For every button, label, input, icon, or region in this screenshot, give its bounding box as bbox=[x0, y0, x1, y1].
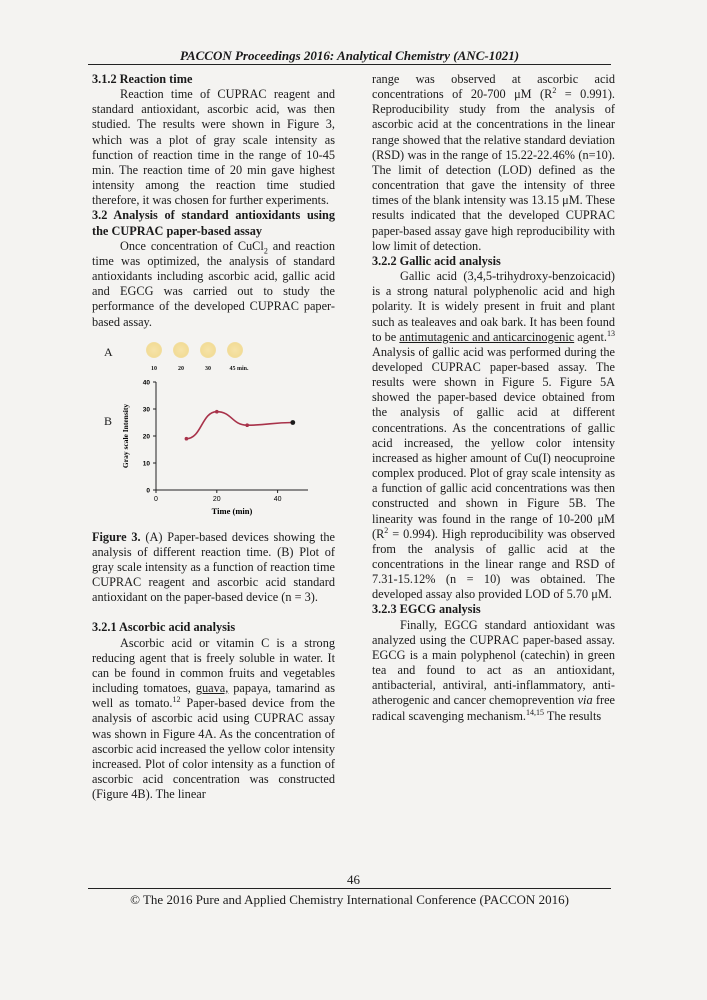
paper-spot bbox=[200, 342, 216, 358]
spot-label: 30 bbox=[205, 365, 211, 372]
footer-rule bbox=[88, 888, 611, 889]
text: range was observed at ascorbic acid concentrations of 20-700 μM (R bbox=[372, 72, 615, 102]
x-axis-title: Time (min) bbox=[211, 505, 253, 516]
section-3-2-1-body bbox=[92, 636, 335, 803]
right-column bbox=[372, 72, 615, 724]
figure-label-b: B bbox=[104, 413, 113, 428]
page-number: 46 bbox=[347, 872, 360, 887]
italic-text: via bbox=[577, 693, 593, 708]
text: Finally, EGCG standard antioxidant was analyzed using the CUPRAC paper-based assay. EGCG is a main polyphenol (catechin) in green tea and found to act as an antioxidant, antibacterial, antiviral, anti-inflammatory, anti-atherogenic and cancer chemoprevention bbox=[372, 617, 615, 708]
section-3-2-2-title: 3.2.2 Gallic acid analysis bbox=[372, 253, 501, 268]
running-header: PACCON Proceedings 2016: Analytical Chemistry (ANC-1021) bbox=[179, 48, 520, 63]
footer: © The 2016 Pure and Applied Chemistry International Conference (PACCON 2016) bbox=[130, 892, 569, 907]
text: Analysis of gallic acid was performed during the developed CUPRAC paper-based assay. The results were shown in Figure 5. Figure 5A showed the paper-based device obtained from the analysis of gallic acid at different concentrations. As the concentrations of gallic acid increased, the yellow color intensity increased as higher amount of Cu(I) neocuproine complex produced. Plot of gray scale intensity as a function of gallic acid concentrations was then constructed and shown in Figure 5B. The linearity was found in the range of 10-200 μM (R bbox=[372, 344, 615, 541]
text: free radical scavenging mechanism. bbox=[372, 693, 615, 723]
y-tick-label: 10 bbox=[142, 460, 150, 468]
paper-spot bbox=[227, 342, 243, 358]
ascorbic-continued bbox=[372, 72, 615, 254]
paper-spot bbox=[173, 342, 189, 358]
superscript: 2 bbox=[384, 525, 389, 535]
y-tick-label: 30 bbox=[142, 406, 150, 414]
figure-3-caption bbox=[92, 530, 335, 606]
y-axis-title: Gray scale Intensity bbox=[121, 403, 130, 468]
superscript: 2 bbox=[552, 86, 557, 96]
text: Paper-based device from the analysis of ascorbic acid using CUPRAC assay was shown in Figure 4A. As the concentration of ascorbic acid increased the yellow color intensity increased. Plot of color intensity as a function of ascorbic acid concentration was constructed (Figure 4B). The linear bbox=[92, 696, 336, 802]
y-tick-label: 0 bbox=[146, 487, 150, 495]
section-3-2-2-body bbox=[372, 269, 615, 602]
x-tick-label: 0 bbox=[154, 495, 158, 503]
reference: 12 bbox=[172, 695, 181, 705]
paper-spot bbox=[146, 342, 162, 358]
text: = 0.994). High reproducibility was observed from the analysis of gallic acid at the concentrations in the linear range and RSD of 7.31-15.12% (n = 10) was obtained. The developed assay also provided LOD of 5.70 μM. bbox=[372, 526, 615, 602]
text: agent. bbox=[574, 329, 607, 344]
section-3-2-body bbox=[92, 239, 335, 330]
data-point bbox=[290, 420, 295, 425]
y-tick-label: 20 bbox=[142, 433, 150, 441]
caption-text: (A) Paper-based devices showing the analysis of different reaction time. (B) Plot of gray scale intensity as a function of reaction time CUPRAC reagent and ascorbic acid standard antioxidant on the paper-based device (n = 3). bbox=[92, 529, 336, 605]
section-3-2-3-title: 3.2.3 EGCG analysis bbox=[372, 602, 481, 617]
text: Once concentration of CuCl bbox=[120, 238, 264, 253]
reference: 13 bbox=[607, 328, 615, 338]
left-column bbox=[92, 72, 335, 802]
section-3-2-title: 3.2 Analysis of standard antioxidants using the CUPRAC paper-based assay bbox=[92, 208, 335, 238]
figure-label-a: A bbox=[104, 344, 113, 359]
underlined-text: guava, bbox=[195, 681, 229, 696]
section-3-1-2-body: Reaction time of CUPRAC reagent and standard antioxidant, ascorbic acid, was then studied. The results were shown in Figure 3, which was a plot of gray scale intensity as function of reaction time in the range of 10-45 min. The reaction time of 20 min gave highest intensity among the reaction time studied therefore, it was chosen for further experiments. bbox=[92, 87, 335, 208]
text: Gallic acid (3,4,5-trihydroxy-benzoicacid) is a strong natural polyphenolic acid and high polarity. It is widely present in fruit and plant such as tealeaves and oak bark. It has been found to be bbox=[372, 269, 615, 344]
series-line bbox=[186, 411, 292, 438]
figure-3 bbox=[92, 342, 335, 528]
x-tick-label: 40 bbox=[273, 495, 282, 503]
text: The results bbox=[544, 708, 602, 723]
spot-label: 20 bbox=[178, 365, 184, 372]
gray-intensity-chart bbox=[118, 378, 335, 526]
data-point bbox=[245, 423, 249, 427]
x-tick-label: 20 bbox=[212, 495, 221, 503]
data-point bbox=[185, 437, 189, 441]
section-3-2-1-title: 3.2.1 Ascorbic acid analysis bbox=[92, 620, 236, 635]
data-point bbox=[215, 410, 219, 414]
text: = 0.991). Reproducibility study from the analysis of ascorbic acid at the concentrations in the linear range showed that the relative standard deviation (RSD) was in the range of 15.22-22.46% (n=10). The limit of detection (LOD) defined as the concentration that gave the intensity of three times of the blank intensity was 13.15 μM. These results indicated that the developed CUPRAC paper-based assay gave high reproducibility with low limit of detection. bbox=[372, 87, 616, 253]
y-tick-label: 40 bbox=[142, 379, 150, 387]
spot-label: 10 bbox=[151, 365, 157, 372]
spot-label: 45 min. bbox=[229, 365, 249, 372]
text: papaya, tamarind as well as tomato. bbox=[92, 681, 335, 711]
text: Ascorbic acid or vitamin C is a strong reducing agent that is freely soluble in water. It can be found in common fruits and vegetables including tomatoes, bbox=[92, 635, 335, 696]
caption-label: Figure 3. bbox=[92, 529, 141, 544]
header-rule bbox=[88, 64, 611, 65]
subscript: 2 bbox=[263, 246, 268, 256]
underlined-text: antimutagenic and anticarcinogenic bbox=[399, 329, 575, 344]
text: and reaction time was optimized, the analysis of standard antioxidants including ascorbic acid, gallic acid and EGCG was carried out to study the performance of the developed CUPRAC paper-based assay. bbox=[92, 238, 335, 329]
section-3-1-2-title: 3.1.2 Reaction time bbox=[92, 72, 193, 86]
reference: 14,15 bbox=[526, 707, 544, 717]
section-3-2-3-body bbox=[372, 618, 615, 724]
